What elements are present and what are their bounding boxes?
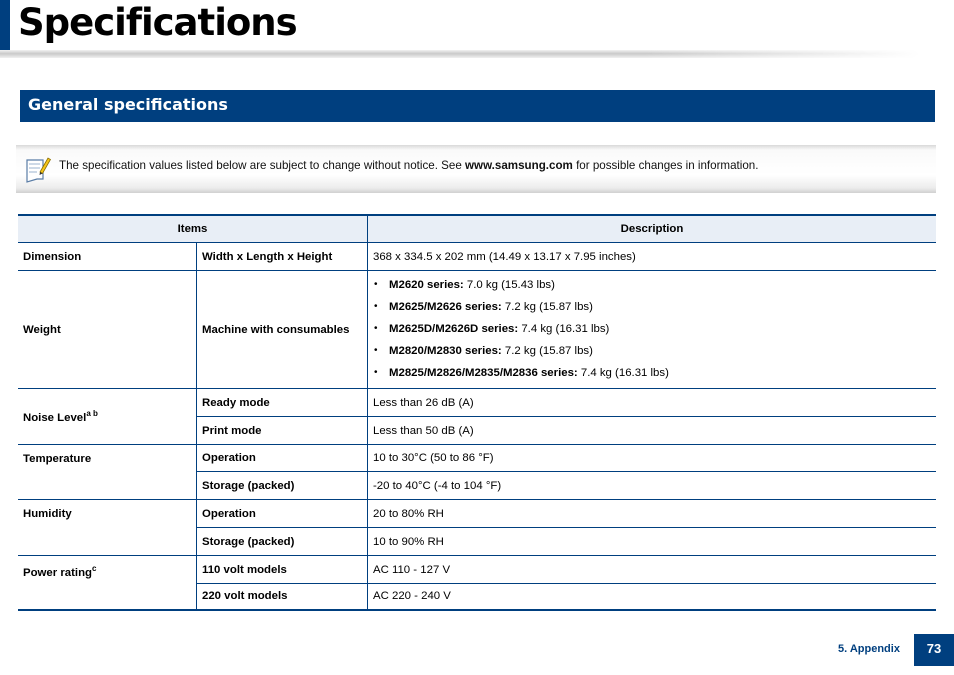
table-row (18, 445, 936, 472)
item-label: Storage (packed) (197, 528, 368, 556)
model-name: M2625/M2626 series: (389, 301, 502, 313)
note-text-start: The specification values listed below are subject to change without notice. See (59, 159, 466, 172)
header-items: Items (18, 215, 368, 243)
table-row (18, 556, 936, 584)
model-weight: 7.4 kg (16.31 lbs) (577, 367, 669, 379)
item-value: AC 220 - 240 V (373, 590, 451, 603)
list-item (373, 362, 931, 384)
section-header (20, 90, 935, 122)
category-temperature: Temperature (18, 445, 197, 500)
category-label: Power rating (23, 567, 92, 579)
category-label: Noise Level (23, 412, 87, 424)
item-label: 110 volt models (197, 556, 368, 584)
item-value: AC 110 - 127 V (368, 556, 937, 584)
item-label: Width x Length x Height (197, 243, 368, 271)
page-title: Specifications (18, 1, 297, 44)
model-weight: 7.2 kg (15.87 lbs) (501, 345, 593, 357)
item-value: 10 to 30°C (50 to 86 °F) (368, 445, 937, 472)
item-value: Less than 50 dB (A) (368, 417, 937, 445)
header-accent-bar (0, 0, 10, 52)
specifications-table (18, 214, 936, 611)
table-header-row (18, 215, 936, 243)
title-divider (0, 50, 920, 58)
item-label: 220 volt models (197, 584, 368, 610)
model-name: M2625D/M2626D series: (389, 323, 519, 335)
list-item (373, 296, 931, 318)
note-pencil-icon (25, 155, 51, 183)
note-text-end: for possible changes in information. (572, 159, 759, 172)
model-weight: 7.0 kg (15.43 lbs) (463, 279, 555, 291)
item-label: Operation (197, 445, 368, 472)
item-label: Ready mode (197, 389, 368, 417)
category-weight: Weight (18, 271, 197, 389)
list-item (373, 318, 931, 340)
weight-list-cell (368, 271, 937, 389)
item-label: Operation (197, 500, 368, 528)
section-title: General specifications (28, 95, 228, 114)
item-value: -20 to 40°C (-4 to 104 °F) (368, 472, 937, 500)
footer-chapter-label: 5. Appendix (838, 643, 900, 655)
item-label: Machine with consumables (197, 271, 368, 389)
page-number-badge: 73 (914, 634, 954, 666)
category-power-rating (18, 556, 197, 610)
note-text (59, 159, 758, 172)
list-item (373, 274, 931, 296)
footnote-marker: c (92, 564, 97, 573)
weight-list (373, 271, 931, 388)
category-humidity: Humidity (18, 500, 197, 556)
footnote-marker: a b (86, 409, 98, 418)
item-value: 10 to 90% RH (368, 528, 937, 556)
note-box (16, 145, 936, 193)
table-row (18, 243, 936, 271)
model-weight: 7.4 kg (16.31 lbs) (518, 323, 610, 335)
model-name: M2825/M2826/M2835/M2836 series: (389, 367, 578, 379)
item-value: 20 to 80% RH (368, 500, 937, 528)
table-row (18, 500, 936, 528)
item-value: Less than 26 dB (A) (368, 389, 937, 417)
category-dimension: Dimension (18, 243, 197, 271)
header-description: Description (368, 215, 937, 243)
model-weight: 7.2 kg (15.87 lbs) (501, 301, 593, 313)
item-value: 368 x 334.5 x 202 mm (14.49 x 13.17 x 7.95 inches) (368, 243, 937, 271)
table-row (18, 271, 936, 389)
model-name: M2620 series: (389, 279, 464, 291)
table-row (18, 389, 936, 417)
item-label: Print mode (197, 417, 368, 445)
samsung-link[interactable]: www.samsung.com (465, 159, 573, 172)
list-item (373, 340, 931, 362)
item-label: Storage (packed) (197, 472, 368, 500)
model-name: M2820/M2830 series: (389, 345, 502, 357)
category-noise-level (18, 389, 197, 445)
